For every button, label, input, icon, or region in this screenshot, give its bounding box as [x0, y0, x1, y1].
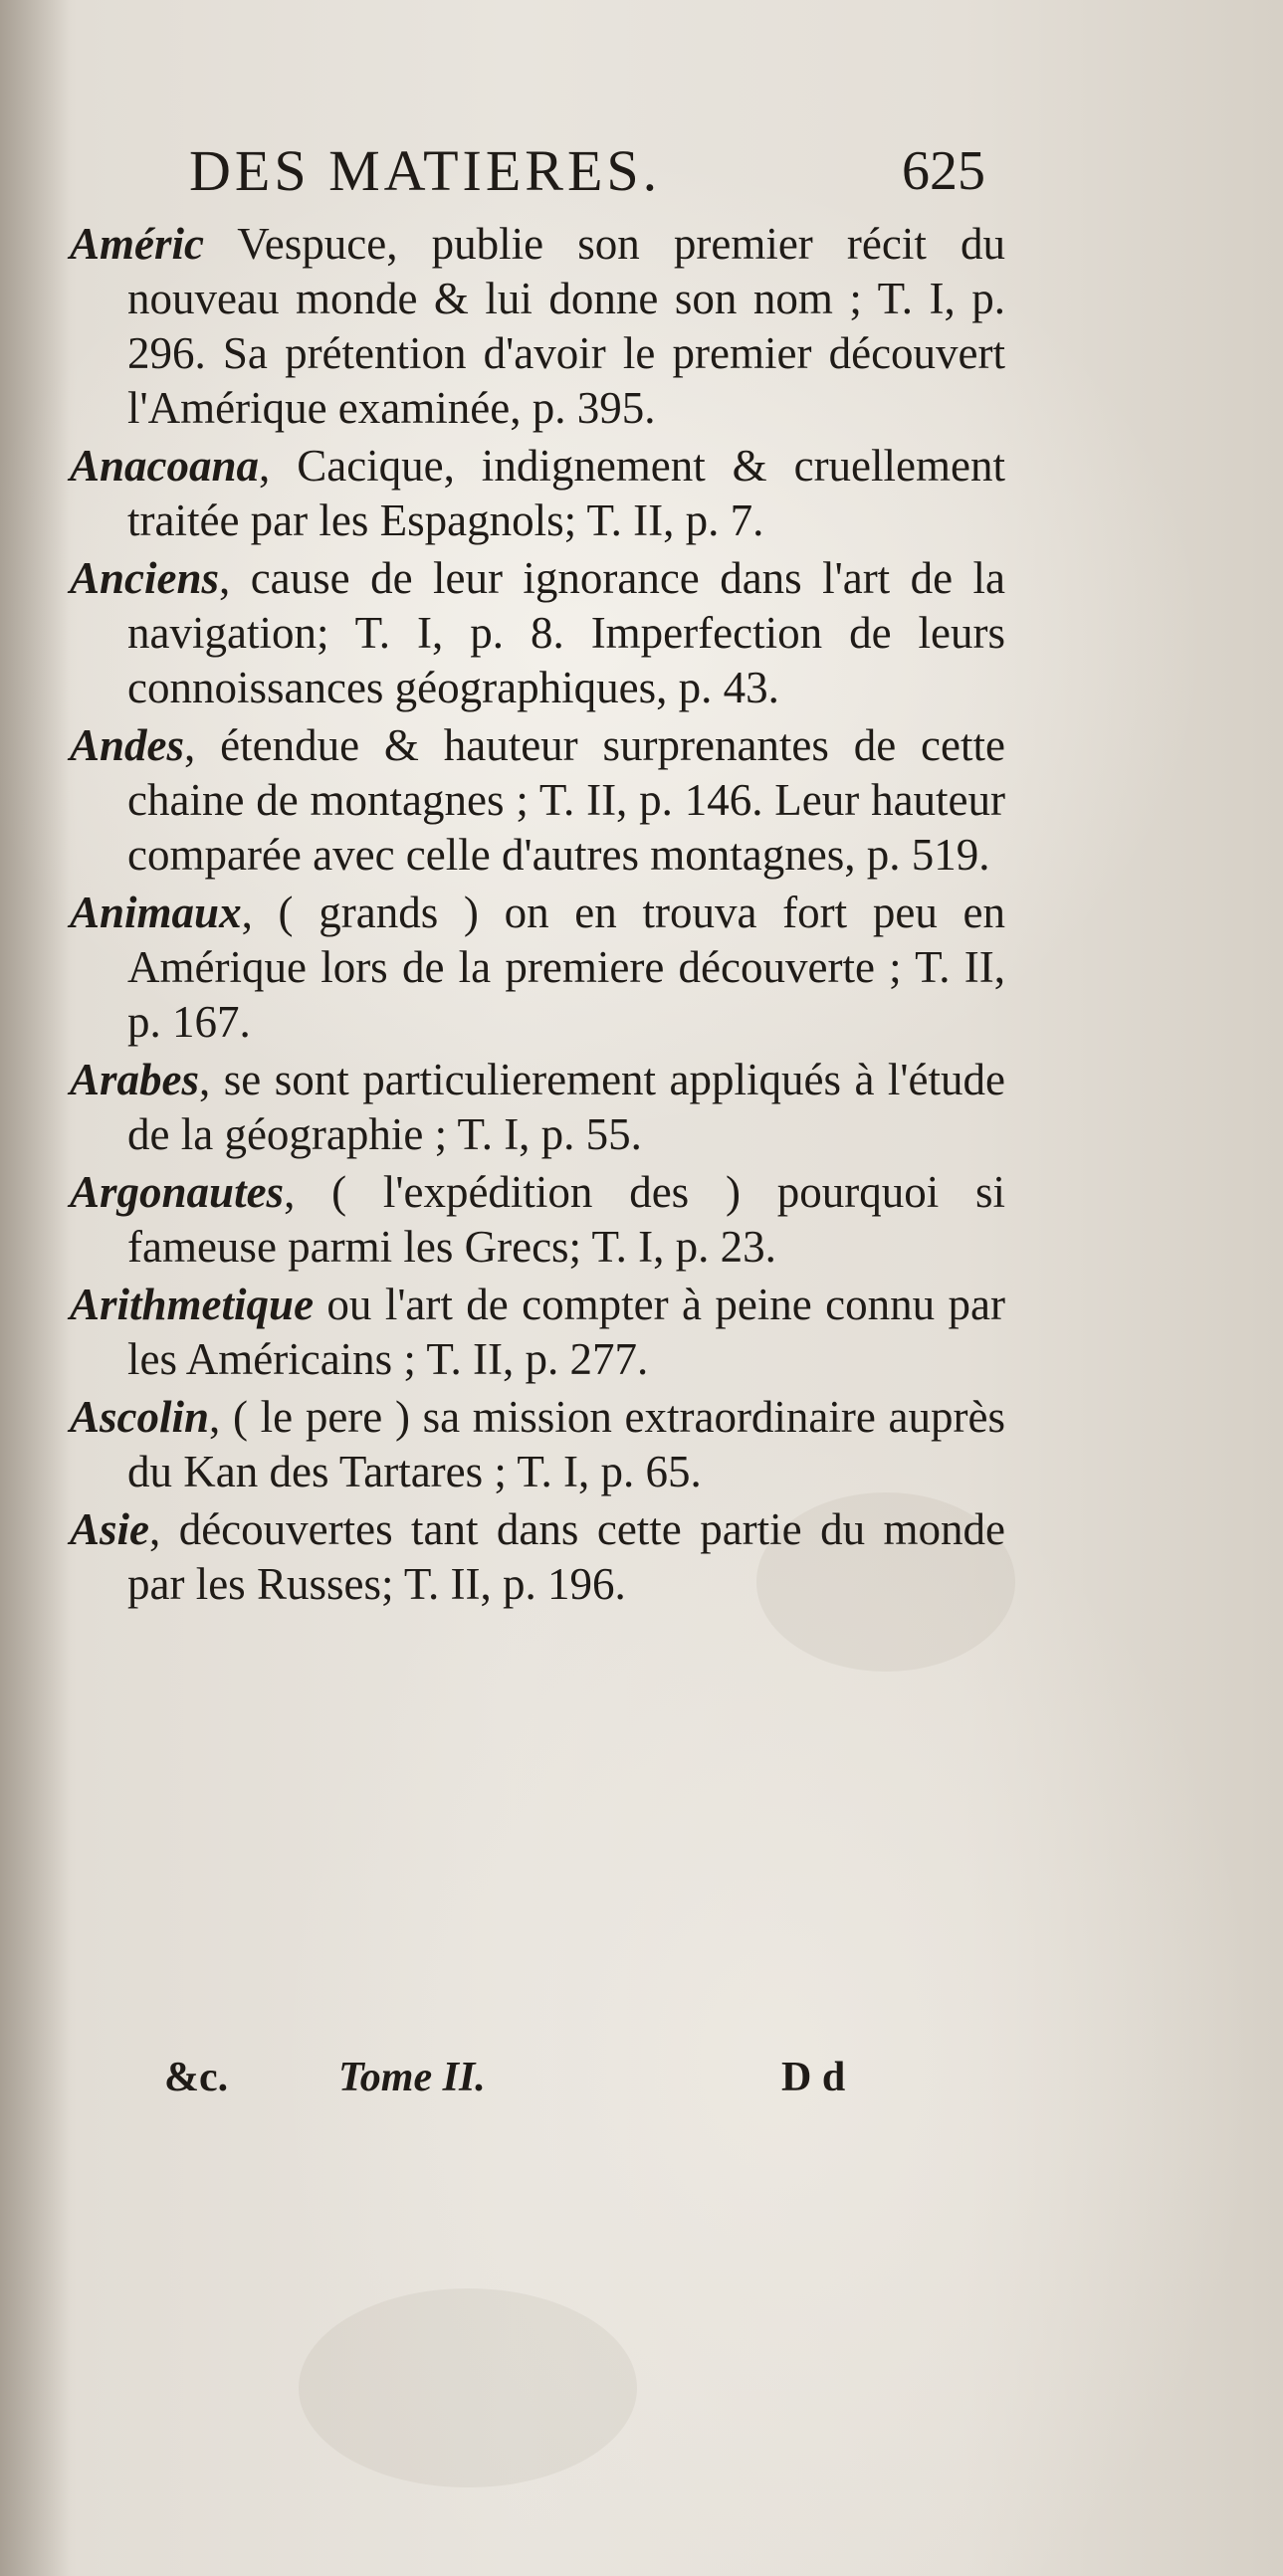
entry-text: , ( grands ) on en trouva fort peu en Amérique lors de la premiere découverte ; T. II, p. 167. — [127, 888, 1005, 1047]
entry-head: Anacoana — [70, 441, 260, 491]
entry-text: , étendue & hauteur surprenantes de cette chaine de montagnes ; T. II, p. 146. Leur hauteur comparée avec celle d'autres montagnes, p. 519. — [127, 720, 1005, 880]
page-footer — [164, 2048, 891, 2107]
index-entry — [70, 886, 1005, 1050]
index-entry — [70, 1165, 1005, 1275]
gutter-shadow — [0, 0, 70, 2576]
entry-text: , découvertes tant dans cette partie du monde par les Russes; T. II, p. 196. — [127, 1504, 1005, 1609]
entry-text: , ( le pere ) sa mission extraordinaire auprès du Kan des Tartares ; T. I, p. 65. — [127, 1392, 1005, 1496]
entry-head: Andes — [70, 720, 185, 770]
entry-head: Améric — [70, 219, 204, 269]
entry-head: Anciens — [70, 553, 220, 603]
page-title: DES MATIERES. — [189, 138, 662, 203]
index-entry — [70, 439, 1005, 548]
entry-text: , ( l'expédition des ) pourquoi si fameuse parmi les Grecs; T. I, p. 23. — [127, 1167, 1005, 1272]
index-entry — [70, 1390, 1005, 1499]
paper-stain — [299, 2288, 637, 2487]
entry-text: ou l'art de compter à peine connu par les Américains ; T. II, p. 277. — [127, 1280, 1005, 1384]
entry-head: Ascolin — [70, 1392, 210, 1442]
index-entry — [70, 718, 1005, 883]
volume-label: Tome II. — [338, 2055, 486, 2100]
index-entries — [70, 217, 1005, 1615]
index-entry — [70, 1502, 1005, 1612]
page-number: 625 — [902, 140, 985, 202]
running-header — [189, 131, 985, 211]
entry-head: Arithmetique — [70, 1280, 315, 1329]
index-entry — [70, 217, 1005, 436]
entry-text: , se sont particulierement appliqués à l'étude de la géographie ; T. I, p. 55. — [127, 1055, 1005, 1159]
signature-mark: D d — [781, 2055, 846, 2100]
index-entry — [70, 1053, 1005, 1162]
index-entry — [70, 551, 1005, 715]
entry-text: , cause de leur ignorance dans l'art de la navigation; T. I, p. 8. Imperfection de leurs connoissances géographiques, p. 43. — [127, 553, 1005, 712]
entry-head: Animaux — [70, 888, 242, 937]
entry-head: Argonautes — [70, 1167, 285, 1217]
entry-head: Asie — [70, 1504, 150, 1554]
catchword: &c. — [164, 2055, 229, 2100]
entry-head: Arabes — [70, 1055, 200, 1104]
entry-text: Vespuce, publie son premier récit du nouveau monde & lui donne son nom ; T. I, p. 296. Sa prétention d'avoir le premier découvert l'Amérique examinée, p. 395. — [127, 219, 1005, 433]
index-entry — [70, 1278, 1005, 1387]
entry-text: , Cacique, indignement & cruellement traitée par les Espagnols; T. II, p. 7. — [127, 441, 1005, 545]
